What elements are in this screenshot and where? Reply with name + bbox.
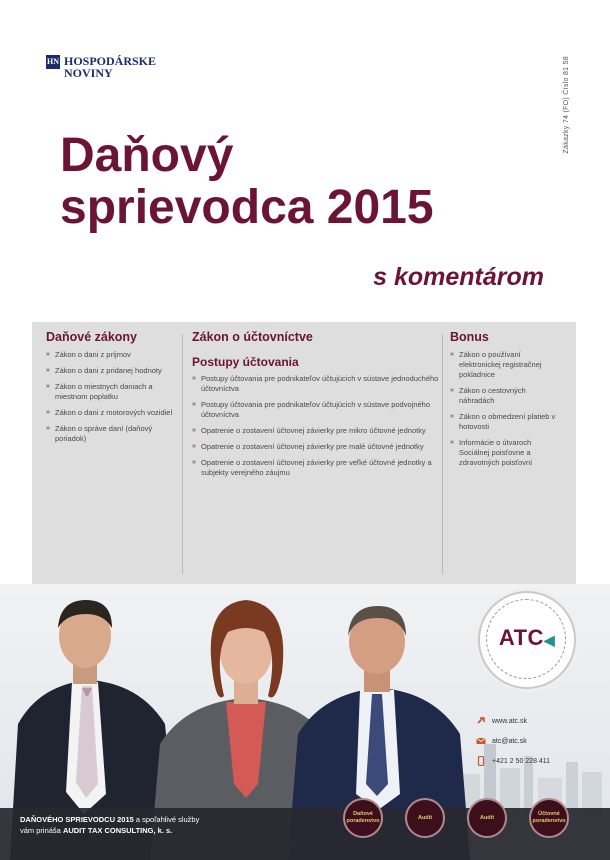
list-item [192,442,442,452]
bullet-icon: » [46,351,50,358]
contact-email[interactable] [476,736,527,746]
list-item-text: Opatrenie o zostavení účtovnej závierky pre malé účtovné jednotky [201,442,424,451]
bullet-icon: » [192,401,196,408]
publisher-name [64,55,156,79]
list-item-text: Zákon o správe daní (daňový poriadok) [55,424,153,443]
main-title [60,130,434,234]
list-item [46,382,176,402]
footer-part3: vám prináša [20,826,63,835]
contact-text: +421 2 50 228 411 [492,757,551,765]
publisher-name-line1: HOSPODÁRSKE [64,54,157,68]
title-line2: sprievodca 2015 [60,181,434,234]
bullet-icon: » [450,413,454,420]
footer-part1: DAŇOVÉHO SPRIEVODCU 2015 [20,815,134,824]
list-item [450,350,562,380]
column-subheading: Postupy účtovania [192,355,299,369]
procedure-list [192,374,442,478]
column-heading: Bonus [450,330,489,344]
service-circle: Daňové poradenstvo [343,798,383,838]
contact-web[interactable] [476,716,527,726]
list-item-text: Postupy účtovania pre podnikateľov účtujúcich v sústave jednoduchého účtovníctva [201,374,439,393]
bullet-icon: » [450,351,454,358]
list-item-text: Zákon o dani z motorových vozidiel [55,408,173,417]
bullet-icon: » [46,425,50,432]
list-item-text: Postupy účtovania pre podnikateľov účtujúcich v sústave podvojného účtovníctva [201,400,430,419]
title-line1: Daňový [60,129,234,182]
email-icon [476,736,486,746]
side-code: Zákazky 74 (FO) Číslo 81 58 [563,56,570,154]
column-heading: Zákon o účtovníctve [192,330,313,344]
list-item-text: Zákon o dani z príjmov [55,350,131,359]
bullet-icon: » [192,459,196,466]
footer-bar [0,808,610,860]
play-arrow-icon: ◀ [543,632,556,648]
column-accounting [192,328,442,484]
list-item [46,408,176,418]
list-item [192,458,442,478]
atc-name: ATC [498,625,544,650]
list-item-text: Zákon o používaní elektronickej registračnej pokladnice [459,350,542,379]
publisher-logo [46,55,156,79]
list-item [192,374,442,394]
list-item [46,424,176,444]
link-icon [476,716,486,726]
list-item-text: Opatrenie o zostavení účtovnej závierky pre veľké účtovné jednotky a subjekty verejného záujmu [201,458,432,477]
footer-part2: a spoľahlivé služby [133,815,200,824]
bullet-icon: » [192,375,196,382]
list-item [450,412,562,432]
column-bonus [450,328,562,474]
column-divider [182,334,183,574]
list-item [450,438,562,468]
list-item [450,386,562,406]
law-list [46,350,176,444]
bonus-list [450,350,562,468]
list-item [46,366,176,376]
list-item-text: Zákon o miestnych daniach a miestnom poplatku [55,382,153,401]
list-item [46,350,176,360]
contact-phone[interactable] [476,756,550,766]
bullet-icon: » [450,387,454,394]
contact-text: www.atc.sk [492,717,528,725]
atc-badge [478,591,576,689]
subtitle: s komentárom [373,263,544,291]
bullet-icon: » [450,439,454,446]
service-circle: Audit [405,798,445,838]
bullet-icon: » [192,427,196,434]
service-circle: Audit [467,798,507,838]
list-item-text: Zákon o obmedzení platieb v hotovosti [459,412,556,431]
hn-logo-badge: HN [46,55,60,69]
atc-logo [480,625,574,651]
service-circle: Účtovné poradenstvo [529,798,569,838]
list-item [192,426,442,436]
bullet-icon: » [46,383,50,390]
column-divider [442,334,443,574]
column-tax-laws [46,328,176,450]
bullet-icon: » [46,409,50,416]
footer-text [20,814,320,836]
list-item [192,400,442,420]
footer-part4: AUDIT TAX CONSULTING, k. s. [62,826,173,835]
column-heading: Daňové zákony [46,330,138,344]
list-item-text: Zákon o dani z pridanej hodnoty [55,366,162,375]
bullet-icon: » [192,443,196,450]
bullet-icon: » [46,367,50,374]
list-item-text: Informácie o útvaroch Sociálnej poisťovne a zdravotných poisťovní [459,438,533,467]
publisher-name-line2: NOVINY [64,66,113,80]
contents-panel [32,322,576,584]
list-item-text: Opatrenie o zostavení účtovnej závierky pre mikro účtovné jednotky [201,426,426,435]
phone-icon [476,756,486,766]
contact-text: atc@atc.sk [492,737,527,745]
list-item-text: Zákon o cestovných náhradách [459,386,526,405]
